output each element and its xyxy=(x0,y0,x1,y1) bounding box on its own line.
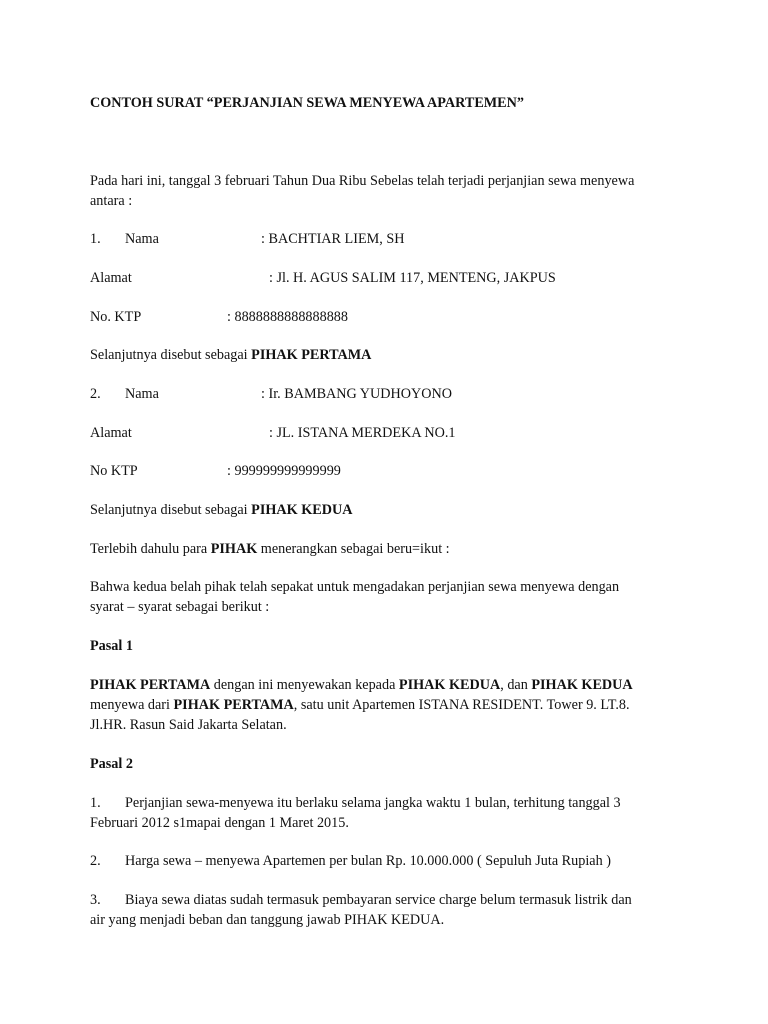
pasal-2-item-1-line-1: Perjanjian sewa-menyewa itu berlaku selama jangka waktu 1 bulan, terhitung tanggal 3 xyxy=(125,795,621,811)
party-2-nama-value: : Ir. BAMBANG YUDHOYONO xyxy=(261,386,453,402)
pasal-1-text-b: dengan ini menyewakan kepada xyxy=(210,677,399,693)
pasal-2-item-3-number: 3. xyxy=(90,892,101,908)
pasal-2-item-3-line-1: Biaya sewa diatas sudah termasuk pembayaran service charge belum termasuk listrik dan xyxy=(125,892,632,908)
party-2-reference-name: PIHAK KEDUA xyxy=(251,502,353,518)
pasal-2-item-1-line-2: Februari 2012 s1mapai dengan 1 Maret 2015. xyxy=(90,815,349,831)
pasal-1-party-e: PIHAK KEDUA xyxy=(531,677,633,693)
party-2-ktp-value: : 999999999999999 xyxy=(227,463,341,479)
pasal-2-item-3-line-2: air yang menjadi beban dan tanggung jawab PIHAK KEDUA. xyxy=(90,912,445,928)
pasal-2-item-2-line-1: Harga sewa – menyewa Apartemen per bulan Rp. 10.000.000 ( Sepuluh Juta Rupiah ) xyxy=(125,853,611,869)
party-1-alamat-label: Alamat xyxy=(90,270,132,286)
pasal-2-heading: Pasal 2 xyxy=(90,756,133,772)
pasal-1-text-l2c: , satu unit Apartemen ISTANA RESIDENT. Tower 9. LT.8. xyxy=(293,697,630,713)
party-1-number: 1. xyxy=(90,231,101,247)
intro-line-2: antara : xyxy=(90,193,133,209)
party-1-reference-name: PIHAK PERTAMA xyxy=(251,347,372,363)
preamble-2-line-1: Bahwa kedua belah pihak telah sepakat untuk mengadakan perjanjian sewa menyewa dengan xyxy=(90,579,620,595)
document-title: CONTOH SURAT “PERJANJIAN SEWA MENYEWA APARTEMEN” xyxy=(90,95,524,111)
party-1-reference-text: Selanjutnya disebut sebagai xyxy=(90,347,252,363)
party-1-nama-label: Nama xyxy=(125,231,159,247)
preamble-2-line-2: syarat – syarat sebagai berikut : xyxy=(90,599,270,615)
pasal-1-text-l2a: menyewa dari xyxy=(90,697,174,713)
pasal-1-party-a: PIHAK PERTAMA xyxy=(90,677,211,693)
pasal-1-line-1 xyxy=(90,675,633,695)
preamble-text-a: Terlebih dahulu para xyxy=(90,541,211,557)
preamble-paragraph-1 xyxy=(90,539,450,559)
party-2-number: 2. xyxy=(90,386,101,402)
party-2-nama-label: Nama xyxy=(125,386,159,402)
pasal-1-heading: Pasal 1 xyxy=(90,638,133,654)
party-2-ktp-label: No KTP xyxy=(90,463,138,479)
party-1-ktp-value: : 8888888888888888 xyxy=(227,309,348,325)
party-2-reference-text: Selanjutnya disebut sebagai xyxy=(90,502,252,518)
pasal-1-line-3: Jl.HR. Rasun Said Jakarta Selatan. xyxy=(90,717,287,733)
party-2-alamat-value: : JL. ISTANA MERDEKA NO.1 xyxy=(269,425,456,441)
party-2-reference xyxy=(90,500,352,520)
party-2-alamat-label: Alamat xyxy=(90,425,132,441)
pasal-1-text-d: , dan xyxy=(500,677,532,693)
party-1-nama-value: : BACHTIAR LIEM, SH xyxy=(261,231,405,247)
preamble-pihak: PIHAK xyxy=(210,541,258,557)
pasal-2-item-2-number: 2. xyxy=(90,853,101,869)
pasal-1-line-2 xyxy=(90,695,630,715)
pasal-2-item-1-number: 1. xyxy=(90,795,101,811)
intro-line-1: Pada hari ini, tanggal 3 februari Tahun Dua Ribu Sebelas telah terjadi perjanjian sewa menyewa xyxy=(90,173,635,189)
party-1-reference xyxy=(90,345,371,365)
preamble-text-c: menerangkan sebagai beru=ikut : xyxy=(257,541,450,557)
party-1-alamat-value: : Jl. H. AGUS SALIM 117, MENTENG, JAKPUS xyxy=(269,270,556,286)
pasal-1-party-c: PIHAK KEDUA xyxy=(398,677,501,693)
pasal-1-party-l2b: PIHAK PERTAMA xyxy=(173,697,294,713)
party-1-ktp-label: No. KTP xyxy=(90,309,142,325)
